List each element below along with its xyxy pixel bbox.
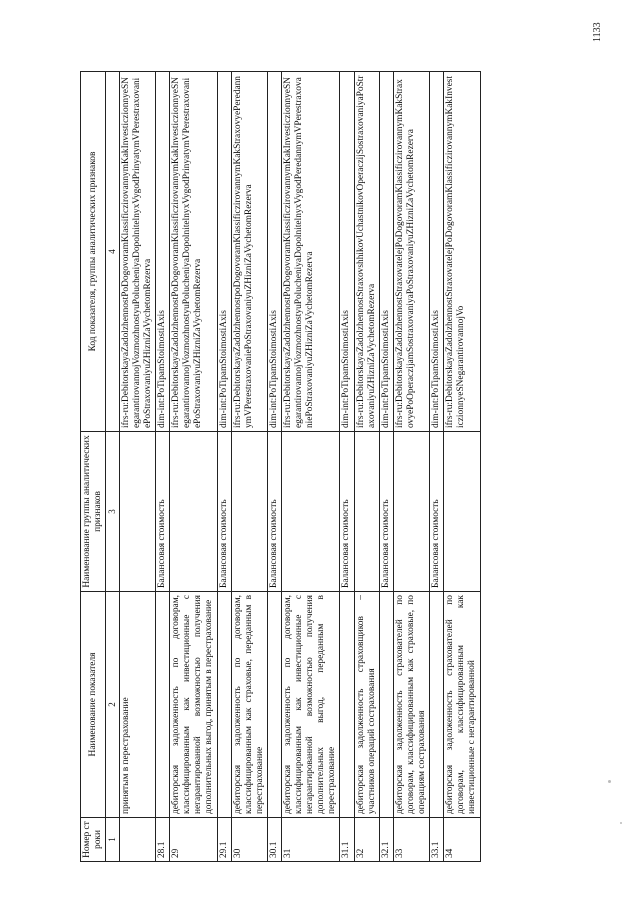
indicator-name: [217, 592, 231, 818]
indicator-table: [80, 71, 481, 862]
indicator-code: ifrs-ru:DebitorskayaZadolzhennostPoDogovoramKlassificzirovannymKakInvesticzionnyeSNegarantirovannojVozmozhnostyuPolucheniyaDopolnitelnyxVygodPrinyatymVPerestraxovaniePoStraxovaniyuZHizniZaVychetomRezerva: [119, 72, 155, 432]
row-number: 33.1: [430, 818, 444, 862]
indicator-name: [340, 592, 354, 818]
indicator-name: дебиторская задолженность страхователей по договорам, классифицированным как инвестиционные с негарантированной: [444, 592, 480, 818]
group-name: [444, 432, 480, 592]
table-row: [267, 72, 281, 862]
header-group-name: Наименование группы аналитических признаков: [81, 432, 106, 592]
column-number-row: [106, 72, 120, 862]
group-name: Балансовая стоимость: [379, 432, 393, 592]
row-number: 31.1: [340, 818, 354, 862]
group-name: Балансовая стоимость: [430, 432, 444, 592]
indicator-name: дебиторская задолженность по договорам, классифицированным как страховые, переданным в перестрахование: [231, 592, 267, 818]
column-number: 3: [106, 432, 120, 592]
table-row: [393, 72, 429, 862]
row-number: 32: [354, 818, 379, 862]
row-number: [119, 818, 155, 862]
table-row: [379, 72, 393, 862]
indicator-code: dim-int:PoTipamStoimostiAxis: [430, 72, 444, 432]
row-number: 30: [231, 818, 267, 862]
group-name: [119, 432, 155, 592]
indicator-name: дебиторская задолженность по договорам, классифицированным как инвестиционные с негарантированной возможностью получения дополнительных выгод, переданным в перестрахование: [282, 592, 340, 818]
group-name: [170, 432, 217, 592]
row-number: 32.1: [379, 818, 393, 862]
indicator-code: ifrs-ru:DebitorskayaZadolzhennostStraxovshhikovUchastnikovOperaczijSostraxovaniyaPoStraxovaniyuZHizniZaVychetomRezerva: [354, 72, 379, 432]
table-row: [430, 72, 444, 862]
indicator-code: ifrs-ru:DebitorskayaZadolzhennostpoDogovoramKlassificzirovannymKakStraxovyePeredannymVPerestraxovaniePoStraxovaniyuZHizniZaVychetomRezerva: [231, 72, 267, 432]
indicator-name: дебиторская задолженность страхователей по договорам, классифицированным как страховые, по операциям сострахования: [393, 592, 429, 818]
group-name: Балансовая стоимость: [340, 432, 354, 592]
group-name: Балансовая стоимость: [217, 432, 231, 592]
indicator-code: dim-int:PoTipamStoimostiAxis: [379, 72, 393, 432]
row-number: 33: [393, 818, 429, 862]
group-name: [231, 432, 267, 592]
indicator-code: dim-int:PoTipamStoimostiAxis: [217, 72, 231, 432]
indicator-code: dim-int:PoTipamStoimostiAxis: [267, 72, 281, 432]
table-row: [231, 72, 267, 862]
page-number: 1133: [592, 22, 603, 42]
table-row: [340, 72, 354, 862]
table-row: [170, 72, 217, 862]
group-name: Балансовая стоимость: [267, 432, 281, 592]
table-row: [217, 72, 231, 862]
indicator-name: [267, 592, 281, 818]
row-number: 28.1: [156, 818, 170, 862]
table-header-row: [81, 72, 106, 862]
table-row: [282, 72, 340, 862]
indicator-code: ifrs-ru:DebitorskayaZadolzhennostPoDogovoramKlassificzirovannymKakInvesticzionnyeSNegarantirovannojVozmozhnostyuPolucheniyaDopolnitelnyxVygodPeredannymVPerestraxovaniePoStraxovaniyuZHizniZaVychetomRezerva: [282, 72, 340, 432]
header-indicator-name: Наименование показателя: [81, 592, 106, 818]
column-number: 1: [106, 818, 120, 862]
row-number: 29: [170, 818, 217, 862]
indicator-code: ifrs-ru:DebitorskayaZadolzhennostPoDogovoramKlassificzirovannymKakInvesticzionnyeSNegarantirovannojVozmozhnostyuPolucheniyaDopolnitelnyxVygodPrinyatymVPerestraxovaniePoStraxovaniyuZHizniZaVychetomRezerva: [170, 72, 217, 432]
table-row: [444, 72, 480, 862]
indicator-code: ifrs-ru:DebitorskayaZadolzhennostStraxovatelejPoDogovoramKlassificzirovannymKakInvesticzionnyeSNegarantirovannojVo: [444, 72, 480, 432]
header-line-number: Номер строки: [81, 818, 106, 862]
column-number: 4: [106, 72, 120, 432]
indicator-name: [156, 592, 170, 818]
row-number: 30.1: [267, 818, 281, 862]
indicator-name: [379, 592, 393, 818]
table-row: [354, 72, 379, 862]
group-name: [282, 432, 340, 592]
column-number: 2: [106, 592, 120, 818]
indicator-name: дебиторская задолженность страховщиков – участников операций сострахования: [354, 592, 379, 818]
indicator-name: [430, 592, 444, 818]
indicator-code: dim-int:PoTipamStoimostiAxis: [156, 72, 170, 432]
table-row: [119, 72, 155, 862]
table-row: [156, 72, 170, 862]
indicator-name: дебиторская задолженность по договорам, классифицированным как инвестиционные с негарантированной возможностью получения дополнительных выгод, принятым в перестрахование: [170, 592, 217, 818]
indicator-code: dim-int:PoTipamStoimostiAxis: [340, 72, 354, 432]
indicator-name: принятым в перестрахование: [119, 592, 155, 818]
indicator-code: ifrs-ru:DebitorskayaZadolzhennostStraxovatelejPoDogovoramKlassificzirovannymKakStraxovyePoOperaczijamSostraxovaniyaPoStraxovaniyuZHizniZaVychetomRezerva: [393, 72, 429, 432]
scan-speck: [620, 822, 622, 824]
header-code: Код показателя, группы аналитических признаков: [81, 72, 106, 432]
scan-speck: [608, 780, 611, 783]
row-number: 29.1: [217, 818, 231, 862]
row-number: 31: [282, 818, 340, 862]
group-name: [354, 432, 379, 592]
group-name: [393, 432, 429, 592]
group-name: Балансовая стоимость: [156, 432, 170, 592]
row-number: 34: [444, 818, 480, 862]
rotated-table-container: [80, 72, 481, 862]
